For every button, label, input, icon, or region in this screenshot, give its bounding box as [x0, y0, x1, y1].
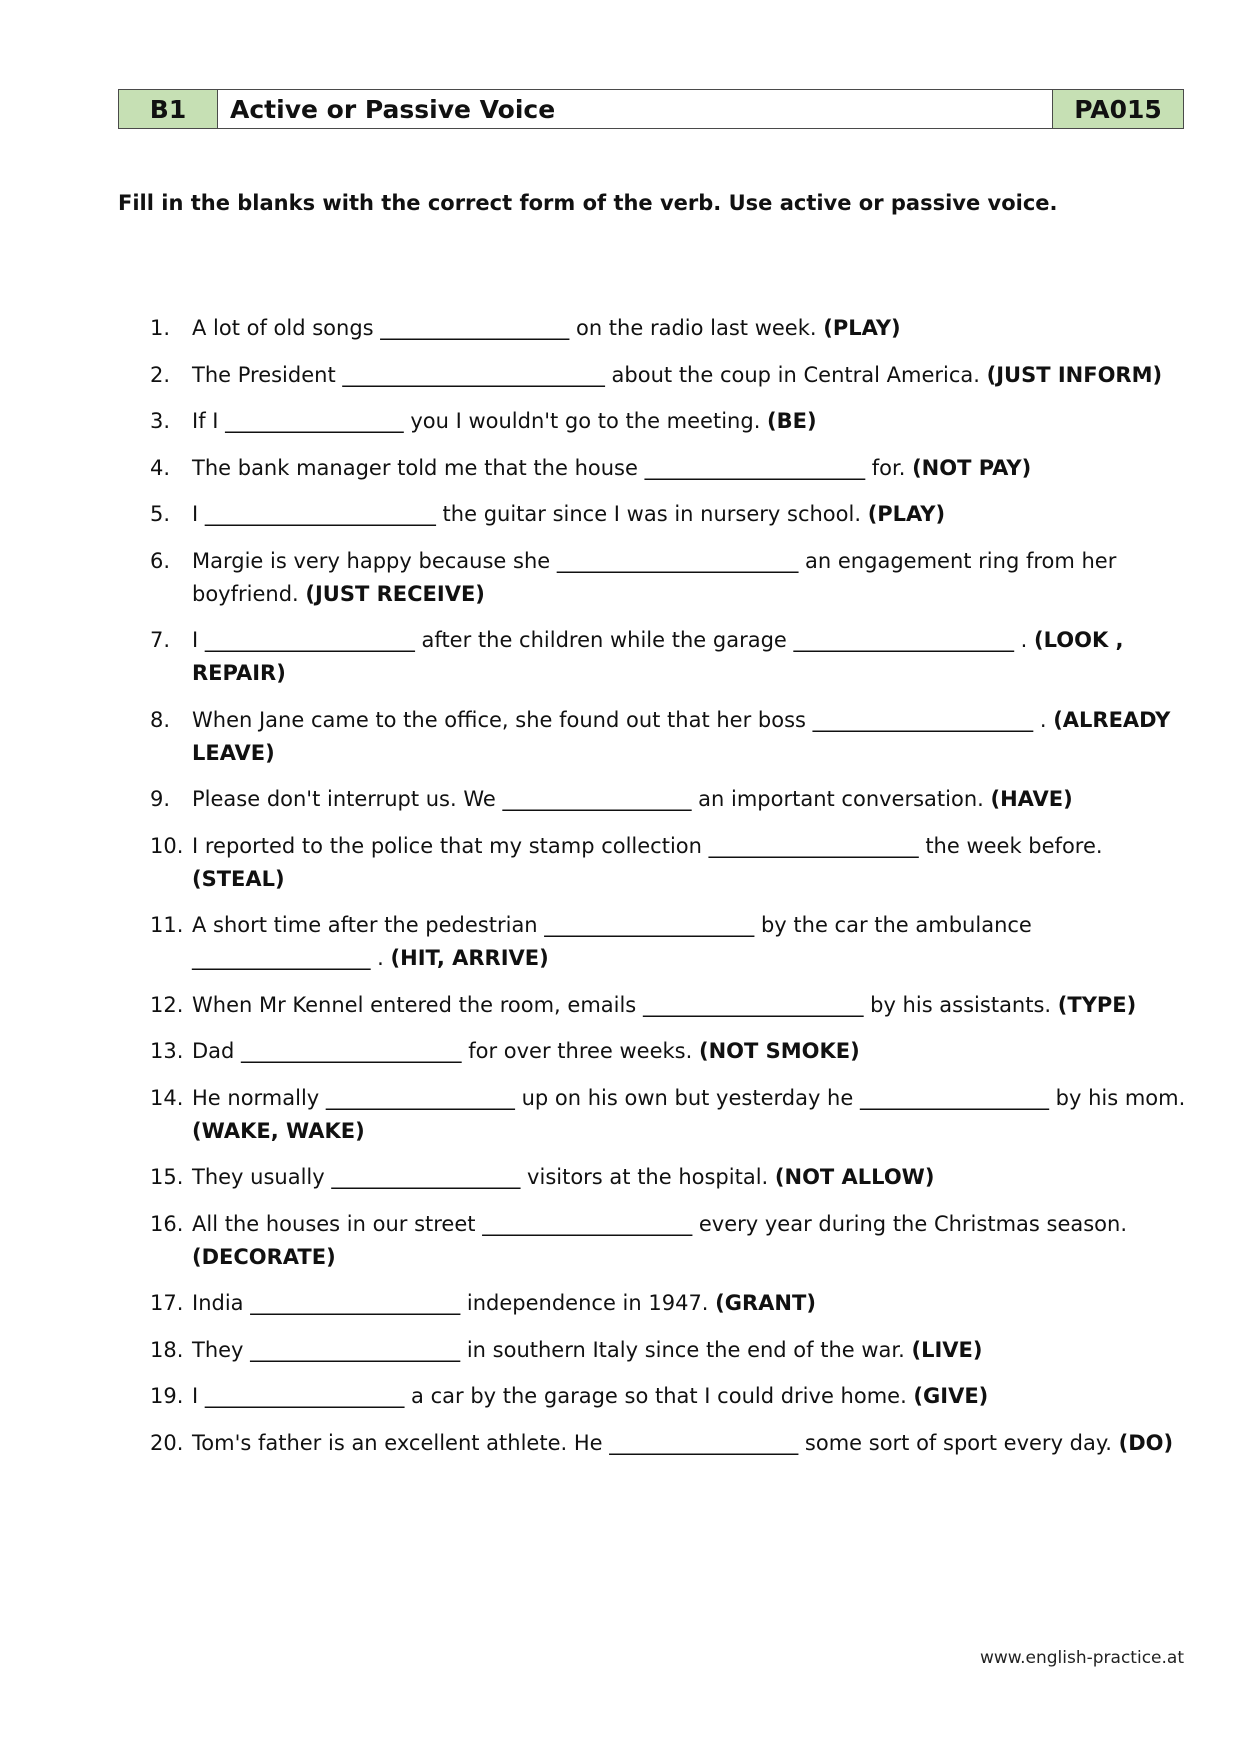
- exercise-number: 19.: [150, 1384, 184, 1408]
- sentence-end: by his assistants.: [863, 992, 1058, 1017]
- exercise-number: 3.: [150, 409, 171, 433]
- verb-hint: (DECORATE): [192, 1244, 336, 1269]
- answer-blank[interactable]: _______________________: [556, 548, 799, 573]
- answer-blank[interactable]: _________________: [225, 409, 404, 433]
- answer-blank[interactable]: __________________: [502, 787, 692, 811]
- exercise-sentence: [192, 830, 1190, 896]
- exercise-number: 6.: [150, 548, 171, 573]
- exercise-item: [150, 624, 1190, 690]
- exercise-number: 9.: [150, 787, 171, 811]
- sentence-end: an engagement ring from her boyfriend.: [192, 548, 1117, 606]
- exercise-sentence: [192, 545, 1190, 611]
- exercise-number: 5.: [150, 502, 171, 526]
- exercise-item: [150, 1082, 1190, 1148]
- sentence-end: by the car the ambulance _________________ .: [192, 913, 1032, 970]
- exercise-item: [150, 498, 1190, 531]
- sentence-start: When Mr Kennel entered the room, emails: [192, 992, 643, 1017]
- exercise-sentence: [192, 989, 1190, 1022]
- exercise-number: 2.: [150, 362, 171, 387]
- answer-blank[interactable]: ____________________: [544, 913, 755, 937]
- exercise-sentence: [192, 624, 1190, 690]
- exercise-sentence: [192, 1082, 1190, 1148]
- verb-hint: (NOT PAY): [912, 455, 1032, 480]
- answer-blank[interactable]: ____________________: [204, 628, 415, 652]
- sentence-end: visitors at the hospital.: [520, 1165, 775, 1189]
- sentence-start: A short time after the pedestrian: [192, 913, 545, 937]
- sentence-end: every year during the Christmas season.: [692, 1211, 1128, 1236]
- exercise-item: [150, 989, 1190, 1022]
- exercise-item: [150, 830, 1190, 896]
- worksheet-title: Active or Passive Voice: [218, 90, 1053, 129]
- exercise-item: [150, 405, 1190, 438]
- sentence-start: I: [192, 502, 205, 526]
- sentence-end: the week before.: [918, 833, 1103, 858]
- exercise-sentence: [192, 1208, 1190, 1274]
- exercise-number: 17.: [150, 1291, 184, 1315]
- sentence-end: independence in 1947.: [460, 1291, 716, 1315]
- exercise-sentence: [192, 452, 1190, 485]
- sentence-end: for.: [865, 455, 913, 480]
- exercise-item: [150, 1208, 1190, 1274]
- exercise-sentence: [192, 312, 1190, 345]
- exercise-item: [150, 1380, 1190, 1413]
- answer-blank[interactable]: ____________________: [482, 1211, 693, 1236]
- answer-blank[interactable]: ___________________: [204, 1384, 405, 1408]
- exercise-sentence: [192, 1161, 1190, 1194]
- exercise-number: 18.: [150, 1337, 184, 1362]
- exercise-number: 1.: [150, 316, 171, 340]
- verb-hint: (PLAY): [867, 502, 946, 526]
- exercise-sentence: [192, 1334, 1190, 1367]
- exercise-item: [150, 909, 1190, 975]
- exercise-number: 4.: [150, 455, 171, 480]
- verb-hint: (JUST INFORM): [986, 362, 1163, 387]
- exercise-number: 8.: [150, 707, 171, 732]
- exercise-number: 12.: [150, 992, 184, 1017]
- exercise-sentence: [192, 405, 1190, 438]
- sentence-end: after the children while the garage _____________________ .: [414, 628, 1035, 652]
- exercise-number: 11.: [150, 913, 184, 937]
- exercise-number: 13.: [150, 1039, 184, 1063]
- sentence-end: a car by the garage so that I could drive home.: [404, 1384, 914, 1408]
- exercise-item: [150, 783, 1190, 816]
- answer-blank[interactable]: _____________________: [812, 707, 1034, 732]
- sentence-start: The bank manager told me that the house: [192, 455, 645, 480]
- sentence-end: the guitar since I was in nursery school.: [435, 502, 868, 526]
- verb-hint: (BE): [767, 409, 817, 433]
- exercise-number: 14.: [150, 1085, 184, 1110]
- verb-hint: (NOT SMOKE): [698, 1039, 860, 1063]
- exercise-sentence: [192, 1427, 1190, 1460]
- sentence-start: They usually: [192, 1165, 332, 1189]
- verb-hint: (TYPE): [1057, 992, 1137, 1017]
- exercise-item: [150, 312, 1190, 345]
- exercise-sentence: [192, 783, 1190, 816]
- exercise-item: [150, 1161, 1190, 1194]
- exercise-sentence: [192, 1035, 1190, 1068]
- sentence-start: Margie is very happy because she: [192, 548, 557, 573]
- sentence-end: for over three weeks.: [461, 1039, 699, 1063]
- sentence-end: up on his own but yesterday he __________________ by his mom.: [514, 1085, 1186, 1110]
- sentence-end: an important conversation.: [691, 787, 991, 811]
- exercise-number: 10.: [150, 833, 184, 858]
- exercise-sentence: [192, 909, 1190, 975]
- sentence-end: some sort of sport every day.: [798, 1430, 1119, 1455]
- verb-hint: (LIVE): [911, 1337, 983, 1362]
- answer-blank[interactable]: ____________________: [708, 833, 919, 858]
- footer-url: www.english-practice.at: [979, 1648, 1184, 1668]
- sentence-end: you I wouldn't go to the meeting.: [403, 409, 768, 433]
- exercise-sentence: [192, 1287, 1190, 1320]
- sentence-start: I: [192, 628, 205, 652]
- verb-hint: (NOT ALLOW): [774, 1165, 935, 1189]
- exercise-item: [150, 359, 1190, 392]
- verb-hint: (GRANT): [715, 1291, 816, 1315]
- exercise-sentence: [192, 1380, 1190, 1413]
- answer-blank[interactable]: ____________________: [250, 1337, 461, 1362]
- instructions: Fill in the blanks with the correct form of the verb. Use active or passive voice.: [118, 191, 1058, 215]
- answer-blank[interactable]: _____________________: [241, 1039, 462, 1063]
- verb-hint: (WAKE, WAKE): [192, 1118, 365, 1143]
- answer-blank[interactable]: _____________________: [644, 455, 866, 480]
- sentence-start: The President: [192, 362, 343, 387]
- exercise-sentence: [192, 359, 1190, 392]
- answer-blank[interactable]: __________________: [609, 1430, 799, 1455]
- verb-hint: (STEAL): [192, 866, 285, 891]
- sentence-end: .: [1033, 707, 1054, 732]
- exercise-item: [150, 452, 1190, 485]
- sentence-end: about the coup in Central America.: [604, 362, 987, 387]
- verb-hint: (LOOK , REPAIR): [192, 628, 1124, 685]
- verb-hint: (DO): [1118, 1430, 1174, 1455]
- exercise-number: 15.: [150, 1165, 184, 1189]
- exercise-item: [150, 1035, 1190, 1068]
- exercise-item: [150, 1334, 1190, 1367]
- verb-hint: (PLAY): [823, 316, 901, 340]
- answer-blank[interactable]: __________________: [331, 1165, 521, 1189]
- worksheet-code: PA015: [1053, 90, 1184, 129]
- answer-blank[interactable]: _____________________: [642, 992, 864, 1017]
- exercise-number: 7.: [150, 628, 171, 652]
- exercise-item: [150, 704, 1190, 770]
- exercise-sentence: [192, 498, 1190, 531]
- sentence-end: on the radio last week.: [569, 316, 824, 340]
- verb-hint: (GIVE): [913, 1384, 989, 1408]
- sentence-start: Tom's father is an excellent athlete. He: [192, 1430, 610, 1455]
- exercise-item: [150, 1287, 1190, 1320]
- exercise-number: 20.: [150, 1430, 184, 1455]
- verb-hint: (HIT, ARRIVE): [390, 946, 549, 970]
- worksheet-header: [118, 89, 1184, 129]
- level-badge: B1: [119, 90, 218, 129]
- sentence-start: A lot of old songs: [192, 316, 381, 340]
- verb-hint: (HAVE): [990, 787, 1073, 811]
- exercise-item: [150, 545, 1190, 611]
- verb-hint: (ALREADY LEAVE): [192, 707, 1171, 765]
- exercise-number: 16.: [150, 1211, 184, 1236]
- sentence-start: India: [192, 1291, 251, 1315]
- exercise-sentence: [192, 704, 1190, 770]
- sentence-start: He normally: [192, 1085, 326, 1110]
- sentence-end: in southern Italy since the end of the war.: [460, 1337, 912, 1362]
- sentence-start: If I: [192, 409, 226, 433]
- sentence-start: I: [192, 1384, 205, 1408]
- verb-hint: (JUST RECEIVE): [305, 581, 485, 606]
- exercise-list: [150, 312, 1190, 1473]
- sentence-start: They: [192, 1337, 251, 1362]
- answer-blank[interactable]: _________________________: [342, 362, 605, 387]
- exercise-item: [150, 1427, 1190, 1460]
- sentence-start: Dad: [192, 1039, 242, 1063]
- answer-blank[interactable]: ____________________: [250, 1291, 461, 1315]
- sentence-start: All the houses in our street: [192, 1211, 483, 1236]
- sentence-start: Please don't interrupt us. We: [192, 787, 503, 811]
- sentence-start: I reported to the police that my stamp collection: [192, 833, 709, 858]
- answer-blank[interactable]: __________________: [325, 1085, 515, 1110]
- answer-blank[interactable]: ______________________: [204, 502, 436, 526]
- answer-blank[interactable]: __________________: [380, 316, 570, 340]
- sentence-start: When Jane came to the office, she found out that her boss: [192, 707, 813, 732]
